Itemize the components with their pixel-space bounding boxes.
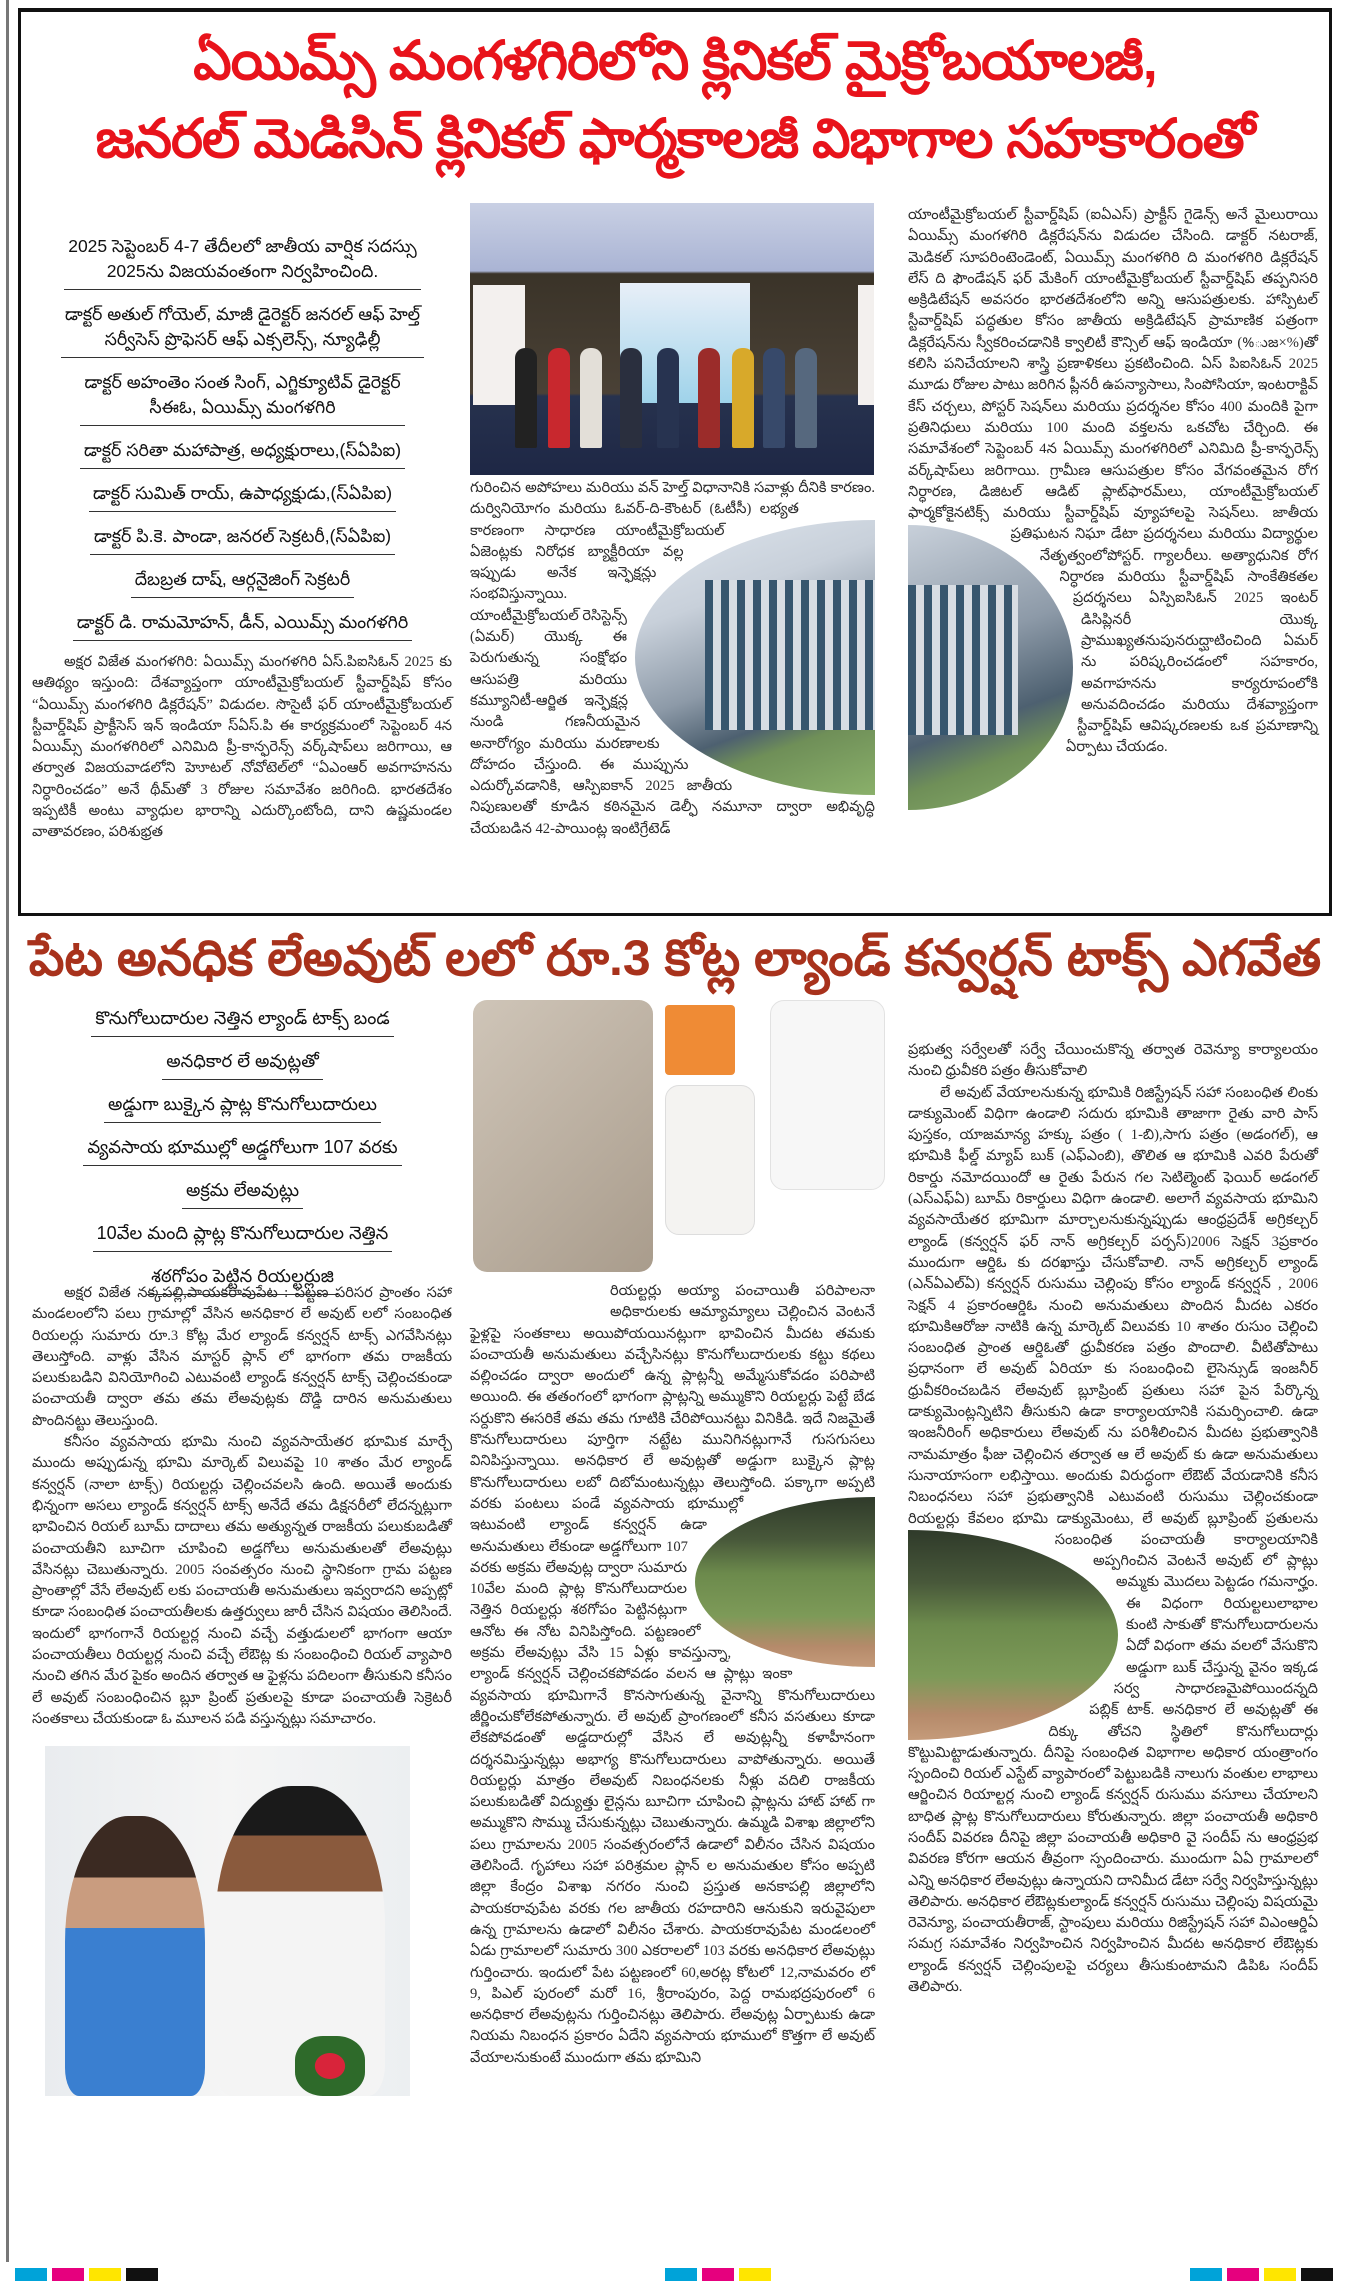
registration-magenta <box>52 2268 84 2281</box>
highlight-text: డాక్టర్ అతుల్ గోయెల్, మాజీ డైరెక్టర్ జనరల్ ఆఫ్ హెల్త్ <box>64 304 421 324</box>
registration-yellow <box>739 2268 771 2281</box>
registration-magenta <box>702 2268 734 2281</box>
highlight-text: 2025 సెప్టెంబర్ 4-7 తేదీలలో జాతీయ వార్షిక సదస్సు <box>68 236 417 256</box>
article1-paragraph: గురించిన అపోహలు మరియు వన్ హెల్త్ విధానానికి సవాళ్లు దీనికి కారణం. దుర్వినియోగం మరియు ఓవర్-ది-కౌంటర్ (ఓటీసీ) లభ్యత కారణంగా సాధారణ యాంటీమైక్రోబయల్ ఏజెంట్లకు నిరోధక బ్యాక్టీరియా వల్ల ఇప్పుడు అనేక ఇన్ఫెక్షన్లు సంభవిస్తున్నాయి. యాంటీమైక్రోబయల్ రెసిస్టెన్స్ (ఏమర్) యొక్క ఈ పెరుగుతున్న సంక్షోభం ఆసుపత్రి మరియు కమ్యూనిటీ-ఆర్జిత ఇన్ఫెక్షన్ల నుండి గణనీయమైన అనారోగ్యం మరియు మరణాలకు దోహదం చేస్తుంది. ఈ ముప్పును ఎదుర్కోవడానికి, ఆస్పిఐకాన్ 2025 జాతీయ నిపుణులతో కూడిన కఠినమైన డెల్ఫీ నమూనా ద్వారా అభివృద్ధి చేయబడిన 42-పాయింట్ల ఇంటిగ్రేటెడ్ <box>470 480 875 837</box>
subhead-line: అక్రమ లేఅవుట్లు <box>182 1178 303 1209</box>
highlight-line: దేబబ్రత దాష్, ఆర్గనైజింగ్ సెక్రటరీ <box>131 567 355 598</box>
article2-paragraph: ప్రభుత్వ సర్వేలతో సర్వే చేయించుకొన్న తర్వాత రెవెన్యూ కార్యాలయం నుంచి ధ్రువీకరి పత్రం తీసుకోవాలి <box>908 1042 1318 1080</box>
article2-headline: పేట అనధిక లేఅవుట్ లలో రూ.3 కోట్ల ల్యాండ్ కన్వర్షన్ టాక్స్ ఎగవేత <box>28 930 1322 986</box>
subhead-line: కొనుగోలుదారుల నెత్తిన ల్యాండ్ టాక్స్ బండ <box>91 1006 393 1037</box>
article1-headline-line2: జనరల్ మెడిసిన్ క్లినికల్ ఫార్మకాలజీ విభాగాల సహకారంతో <box>95 109 1255 169</box>
highlight-line <box>61 302 424 358</box>
article1-paragraph: అక్షర విజేత మంగళగిరి: ఏయిమ్స్ మంగళగిరి ఏస్.పిఐసిఓన్ 2025 కు ఆతిథ్యం ఇస్తుంది: దేశవ్యాప్తంగా యాంటీమైక్రోబయల్ స్టీవార్డ్‌షిప్ కోసం “ఏయిమ్స్ మంగళగిరి డిక్లరేషన్” విడుదల. సొసైటీ ఫర్ యాంటీమైక్రోబయల్ స్టీవార్డ్‌షిప్ ప్రాక్టీసెస్ ఇన్ ఇండియా స్ఏస్.పి ఈ కార్యక్రమంలో సెప్టెంబర్ 4న ఏయిమ్స్ మంగళగిరిలో ఎనిమిది ప్రీ-కాన్ఫరెన్స్ వర్క్‌షాప్‌లు జరిగాయి, ఆ తర్వాత విజయవాడలోని హెూటల్ నోవోటెల్‌లో “ఏఎంఆర్ అవగాహనను నిర్ధారించడం” అనే థీమ్‌తో 3 రోజుల సమావేశం జరిగింది. భారతదేశం ఇప్పటికీ అంటు వ్యాధుల భారాన్ని ఎదుర్కొంటోంది, దాని ఉష్ణమండల వాతావరణం, పరిశుభ్రత <box>32 654 452 841</box>
registration-yellow <box>89 2268 121 2281</box>
registration-black <box>126 2268 158 2281</box>
subhead-line: అనధికార లే అవుట్లతో <box>162 1049 323 1080</box>
person <box>548 348 570 448</box>
subhead-line: శఠగోపం పెట్టిన రియల్టర్లుజి <box>147 1264 338 1295</box>
article1-column3 <box>908 205 1318 810</box>
event-banner <box>858 285 874 405</box>
highlight-line: డాక్టర్ సరితా మహాపాత్ర, అధ్యక్షురాలు,(స్ఏపిఐ) <box>80 438 405 469</box>
person <box>795 348 817 448</box>
person <box>620 348 642 448</box>
subhead-line: 10వేల మంది ప్లాట్ల కొనుగోలుదారుల నెత్తిన <box>93 1221 393 1252</box>
highlight-line <box>64 234 421 290</box>
article1-column2 <box>470 478 875 840</box>
highlight-text: 2025ను విజయవంతంగా నిర్వహించింది. <box>106 261 379 281</box>
document-scan <box>665 1085 755 1235</box>
highlight-text: సర్వీసెస్ ప్రొఫెసర్ ఆఫ్ ఎక్సలెన్స్, న్యూఢిల్లీ <box>104 329 381 349</box>
conference-release-photo <box>470 203 874 475</box>
building-windows <box>908 585 1018 735</box>
document-scan <box>770 1000 885 1190</box>
article2-paragraph: రియల్టర్లు అయ్యా పంచాయితీ పరిపాలనా అధికారులకు ఆమ్యామ్యాలు చెల్లించిన వెంటనే ఫైళ్లపై సంతకాలు అయిపోయయినట్లుగా భావించిన మీదట తమకు పంచాయతీ అనుమతులు వచ్చేసినట్లు కొనుగోలుదారులకు కట్టు కథలు వల్లించడం ద్వారా అందులో ఉన్న ప్లాట్లన్నీ అమ్మేసుకోవడం పరిపాటి అయింది. ఈ తతంగంలో భాగంగా ప్లాట్లన్ని అమ్ముకొని రియల్టర్లు పెట్టే బేడ సర్దుకొని ఈసరికే తమ తమ గూటికి చేరిపోయినట్టు వినికిడి. ఇదే నిజమైతే కొనుగోలుదారులు పూర్తిగా నట్టేట మునిగినట్లుగానే గుసగుసలు వినిపిస్తున్నాయి. అనధికార లే అవుట్లతో అడ్డుగా బుక్కైన ప్లాట్ల కొనుగోలుదారులు లబో దిబోమంటున్నట్లు తెలుస్తోంది. పక్కాగా అప్పటి వరకు పంటలు పండే వ్యవసాయ భూముల్లో ఇటువంటి ల్యాండ్ కన్వర్షన్ ఉడా అనుమతులు లేకుండా అడ్డగోలుగా 107 వరకు అక్రమ లేఅవుట్ల ద్వారా సుమారు 10వేల మంది ప్లాట్ల కొనుగోలుదారుల నెత్తిన రియల్టర్లు శఠగోపం పెట్టినట్లుగా ఆనోట ఈ నోట వినిపిస్తోంది. పట్టణంలో అక్రమ లేఅవుట్లు వేసి 15 ఏళ్లు కావస్తున్నా, ల్యాండ్ కన్వర్షన్ చెల్లించకపోవడం వలన ఆ ప్లాట్లు ఇంకా వ్యవసాయ భూమిగానే కొనసాగుతున్న వైనాన్ని కొనుగోలుదారులు జీర్ణించుకోలేకపోతున్నారు. లే అవుట్ ప్రాంగణంలో కనీస వసతులు కూడా లేకపోవడంతో అడ్డదారుల్లో వేసిన లే అవుట్లన్నీ కళాహీనంగా దర్శనమిస్తున్నట్లు అభాగ్య కొనుగోలుదారులు వాపోతున్నారు. అయితే రియల్టర్లు మాత్రం లేఅవుట్ నిబంధనలకు నీళ్లు వదిలి రాజకీయ పలుకుబడితో విద్యుత్తు లైన్లను బూచిగా చూపించి ప్లాట్లను హాట్ హాట్ గా అమ్ముకొని సొమ్ము చేసుకున్నట్లు చెబుతున్నారు. ఉమ్మడి విశాఖ జిల్లాలోని పలు గ్రామాలను 2005 సంవత్సరంలోనే ఉడాలో విలీనం చేసిన విషయం తెలిసిందే. గృహాలు సహా పరిశ్రమల ప్లాన్ ల అనుమతుల కోసం అప్పటి జిల్లా కేంద్రం విశాఖ నగరం నుంచి ప్రస్తుత అనకాపల్లి జిల్లాలోని పాయకరావుపేట వరకు గల జాతీయ రహదారిని ఆనుకుని ఇరువైపులా ఉన్న గ్రామాలను ఉడాలో విలీనం చేశారు. పాయకరావుపేట మండలంలో ఏడు గ్రామాలలో సుమారు 300 ఎకరాలలో 103 వరకు అనధికార లేఅవుట్లు గుర్తించారు. ఇందులో పేట పట్టణంలో 60,అరట్ల కోటలో 12,నామవరం లో 9, పిఎల్ పురంలో మరో 16, శ్రీరాంపురం, పెద్ద రామభద్రపురంలో 6 అనధికార లేఅవుట్లను గుర్తించినట్లు తెలిపారు. లేఅవుట్ల ఏర్పాటుకు ఉడా నియమ నిబంధన ప్రకారం ఏదేని వ్యవసాయ భూములో కొత్తగా లే అవుట్ వేయాలనుకుంటే ముందుగా తమ భూమిని <box>470 1283 875 2066</box>
flower-plant <box>295 2036 365 2096</box>
person <box>580 348 602 448</box>
registration-cyan <box>15 2268 47 2281</box>
article2-paragraph: లే అవుట్ వేయాలనుకున్న భూమికి రిజిస్ట్రేషన్ సహా సంబంధిత లింకు డాక్యుమెంట్ విధిగా ఉండాలి సదురు భూమికి తాజాగా రైతు వారి పాస్ పుస్తకం, యాజమాన్య హక్కు పత్రం ( 1-బి),సాగు పత్రం (అడంగల్), ఆ భూమికి ఫీల్డ్ మ్యాప్ బుక్ (ఎఫ్ఎంబి), తొలిత ఆ భూమికి ఎవరి పేరుతో రికార్డు నమోదయిందో ఆ రైతు పేరున గల సెటిల్మెంట్ ఫెయిర్ అడంగల్ (ఎస్ఎఫ్ఏ) బూమ్ రికార్డులు విధిగా ఉండాలి. అలాగే వ్యవసాయ భూమిని వ్యవసాయేతర భూమిగా మార్చాలనుకున్నప్పుడు ఆంధ్రప్రదేశ్ అగ్రికల్చర్ ల్యాండ్ (కన్వర్షన్ ఫర్ నాన్ అగ్రికల్చర్ పర్పస్)2006 సెక్షన్ 3ప్రకారం ముందుగా ఆర్డిఓ కు దరఖాస్తు చేసుకోవాలి. నాన్ అగ్రికల్చర్ ల్యాండ్ (ఎన్ఏఎల్ఏ) కన్వర్షన్ రుసుము చెల్లింపు కోసం ల్యాండ్ కన్వర్షన్ , 2006 సెక్షన్ 4 ప్రకారంఆర్డిఓ నుంచి అనుమతులు పొందిన మీదట ఎకరం భూమికిఆరోజు నాటికి ఉన్న మార్కెట్ విలువకు 10 శాతం రుసుం చెల్లించి సంబంధిత ప్రాంత ఆర్డిఓతో ధ్రువీకరణ పత్రం పొందాలి. వీటితోపాటు ప్రధానంగా లే అవుట్ ఏరియా కు సంబంధించి లైసెన్సుడ్ ఇంజనీర్ ధ్రువీకరించబడిన లేఅవుట్ బ్లూప్రింట్ ప్రతులు సహా పైన పేర్కొన్న డాక్యుమెంట్లన్నిటిని తీసుకుని ఉడా కార్యాలయానికి సమర్పించాలి. ఉడా ఇంజనీరింగ్ అధికారులు లేఅవుట్ ను పరిశీలించిన మీదట ప్రభుత్వానికి నామమాత్రం ఫీజు చెల్లించిన తర్వాత ఆ లే అవుట్ కు ఉడా అనుమతులు సునాయాసంగా లభిస్తాయి. అందుకు విరుద్ధంగా లేఔట్ వేయడానికి కనీస నిబంధనలు సహా ప్రభుత్వానికి ఎటువంటి రుసుము చెల్లించకుండా రియల్టర్లు కేవలం భూమి డాక్యుమెంటు, లే అవుట్ బ్లూప్రింట్ ప్రతులను సంబంధిత పంచాయతీ కార్యాలయానికి అప్పగించిన వెంటనే అవుట్ లో ప్లాట్లు అమ్మకు మొదలు పెట్టడం గమనార్హం. ఈ విధంగా రియల్టలులాభాల కుంటి సాకుతో కొనుగోలుదారులను ఏదో విధంగా తమ వలలో వేసుకొని అడ్డుగా బుక్ చేస్తున్న వైనం ఇక్కడ సర్వ సాధారణమైపోయిందన్నది పబ్లిక్ టాక్. అనధికార లే అవుట్లతో ఈ దిక్కు తోచని స్థితిలో కొనుగోలుదార్లు కొట్టుమిట్టాడుతున్నారు. దీనిపై సంబంధిత విభాగాల అధికార యంత్రాంగం స్పందించి రియల్ ఎస్టేట్ వ్యాపారంలో పెట్టుబడికి నాలుగు వంతుల లాభాలు ఆర్జించిన రియాల్టర్ల నుంచి ల్యాండ్ కన్వర్షన్ రుసుము వసూలు చేయాలని బాధిత ప్లాట్ల కొనుగోలుదారులు కోరుతున్నారు. జిల్లా పంచాయతీ అధికారి సందీప్ వివరణ దీనిపై జిల్లా పంచాయతీ అధికారి వై సందీప్ ను ఆంధ్రప్రభ వివరణ కోరగా ఆయన తీవ్రంగా స్పందించారు. ముందుగా ఏఏ గ్రామాలలో ఎన్ని అనధికార లేఅవుట్లు ఉన్నాయని దానిమీద డేటా సర్వే నిర్వహిస్తున్నట్లు తెలిపారు. అనధికార లేఔట్లకుల్యాండ్ కన్వర్షన్ రుసుము చెల్లింపు విషయమై రెవెన్యూ, పంచాయతీరాజ్, స్టాంపులు మరియు రిజిస్ట్రేషన్ సహా విఎంఆర్డిఏ సమగ్ర సమావేశం నిర్వహించిన నిర్వహించిన మీదట అనధికార లేఔట్లకు ల్యాండ్ కన్వర్షన్ చెల్లింపులపై చర్యలు తీసుకుంటామని డిపిఓ సందీప్ తెలిపారు. <box>908 1084 1318 1996</box>
wrap-spacer <box>470 1281 610 1303</box>
article2-paragraph: అక్షర విజేత నక్కపల్లి,పాయకరావుపేట : పట్టణ పరిసర ప్రాంతం సహా మండలంలోని పలు గ్రామాల్లో వేసిన అనధికార లే అవుట్ లలో సంబంధిత రియలర్లు సుమారు రూ.3 కోట్ల మేర ల్యాండ్ కన్వర్షన్ టాక్స్ ఎగవేసినట్లు తెలుస్తోంది. వాళ్లు వేసిన మాస్టర్ ప్లాన్ లో భాగంగా తమ రాజకీయ పలుకుబడిని వినియోగించి ఎటువంటి ల్యాండ్ కన్వర్షన్ టాక్స్ చెల్లించకుండా పంచాయతీ ద్వారా తమ తమ లేఅవుట్లకు దొడ్డి దారిన అనుమతులు పొందినట్టు తెలుస్తుంది. <box>32 1285 452 1429</box>
person <box>657 348 679 448</box>
registration-cyan <box>1190 2268 1222 2281</box>
subhead-line: వ్యవసాయ భూముల్లో అడ్డగోలుగా 107 వరకు <box>83 1135 401 1166</box>
registration-cyan <box>665 2268 697 2281</box>
article1-highlights <box>30 228 455 647</box>
person <box>515 348 537 448</box>
person <box>732 348 754 448</box>
land-documents-photos <box>470 1000 890 1272</box>
subhead-line: అడ్డుగా బుక్కైన ప్లాట్ల కొనుగోలుదారులు <box>104 1092 381 1123</box>
registration-black <box>1301 2268 1333 2281</box>
document-scan <box>665 1005 735 1075</box>
article1-paragraph: యాంటీమైక్రోబయల్ స్టీవార్డ్‌షిప్ (ఐఏఎస్) ప్రాక్టీస్ గైడెన్స్ అనే మైలురాయి ఏయిమ్స్ మంగళగిరి డిక్లరేషన్‌ను విడుదల చేసింది. డాక్టర్ నటరాజ్, మెడికల్ సూపరింటెండెంట్, ఏయిమ్స్ మంగళగిరి ది మంగళగిరి డిక్లరేషన్ లేస్ ది ఫౌండేషన్ ఫర్ మేకింగ్ యాంటీమైక్రోబయల్ స్టీవార్డ్‌షిప్ తప్పనిసరి అక్రిడిటేషన్ అవసరం భారతదేశంలోని అన్ని ఆసుపత్రులకు. హాస్పిటల్ స్టీవార్డ్‌షిప్ పద్ధతుల కోసం జాతీయ అక్రిడిటేషన్ ప్రామాణిక పత్రంగా డిక్లరేషన్‌ను స్వీకరించడానికి క్వాలిటీ కౌన్సిల్ ఆఫ్ ఇండియా (%ుజ×%)తో కలిసి పనిచేయాలని శాస్త్రి ప్రణాళికలు ప్రకటించింది. ఏస్ పిఐసిఓన్ 2025 మూడు రోజుల పాటు జరిగిన ప్లీనరీ ఉపన్యాసాలు, సింపోసియా, ఇంటరాక్టివ్ కేస్ చర్చలు, పోస్టర్ సెషన్‌లు మరియు ప్రదర్శనల కోసం 400 మందికి పైగా ప్రతినిధులు మరియు 100 మంది వక్తలను ఒకచోట చేర్చింది. ఈ సమావేశంలో సెప్టెంబర్ 4న ఏయిమ్స్ మంగళగిరిలో ఎనిమిది ప్రీ-కాన్ఫరెన్స్ వర్క్‌షాప్‌లు జరిగాయి. గ్రామీణ ఆసుపత్రుల కోసం వేగవంతమైన రోగ నిర్ధారణ, డిజిటల్ ఆడిట్ ప్లాట్‌ఫారమ్‌లు, యాంటీమైక్రోబయల్ ఫార్మకోకైనటిక్స్ మరియు స్టీవార్డ్‌షిప్ వ్యూహాలపై సెషన్‌లు. జాతీయ ప్రతిఘటన నిఘా డేటా ప్రదర్శనలు మరియు విద్యార్థుల నేతృత్వంలోపోస్టర్. గ్యాలరీలు. అత్యాధునిక రోగ నిర్ధారణ మరియు స్టీవార్డ్‌షిప్ సాంకేతికతల ప్రదర్శనలు ఏస్పిఐసిఓన్ 2025 ఇంటర్ డిసిప్లినరీ యొక్క ప్రాముఖ్యతనుపునరుద్ఘాటించింది ఏమర్ ను పరిష్కరించడంలో సహకారం, అవగాహనను కార్యరూపంలోకి అనువదించడం మరియు దేశవ్యాప్తంగా స్టీవార్డ్‌షిప్ ఆవిష్కరణలకు ఒక ప్రమాణాన్ని ఏర్పాటు చేయడం. <box>908 207 1318 756</box>
woman-figure <box>65 1816 205 2096</box>
highlight-line <box>80 370 404 426</box>
portrait-photo <box>45 1746 410 2096</box>
page-edge-rule <box>6 0 9 2262</box>
document-scan <box>473 1000 653 1272</box>
registration-magenta <box>1227 2268 1259 2281</box>
registration-yellow <box>1264 2268 1296 2281</box>
article1-headline-line1: ఏయిమ్స్ మంగళగిరిలోని క్లినికల్ మైక్రోబయాలజీ, <box>193 31 1157 91</box>
highlight-line: డాక్టర్ సుమిత్ రాయ్, ఉపాధ్యక్షుడు,(స్ఏపిఐ) <box>89 481 396 512</box>
highlight-line: డాక్టర్ పి.కె. పాండా, జనరల్ సెక్రటరీ,(స్ఏపిఐ) <box>90 524 395 555</box>
article1-column1 <box>32 652 452 844</box>
article2-paragraph: కనీసం వ్యవసాయ భూమి నుంచి వ్యవసాయేతర భూమిక మార్చే ముందు అప్పుడున్న భూమి మార్కెట్ విలువపై 10 శాతం మేర ల్యాండ్ కన్వర్షన్ (నాలా టాక్స్) రియల్టర్లు చెల్లించవలసి ఉంది. అయితే అందుకు భిన్నంగా అసలు ల్యాండ్ కన్వర్షన్ టాక్స్ అనేదే తమ డిక్షనరీలో లేదన్నట్లుగా భావించిన రియల్ బూమ్ దాదాలు తమ అత్యున్నత రాజకీయ పలుకుబడితో పంచాయతీని బూచిగా చూపించి అడ్డగోలు అనుమతులతో లేఅవుట్లు వేసినట్లు చెబుతున్నారు. 2005 సంవత్సరం నుంచి స్థానికంగా గ్రామ పట్టణ ప్రాంతాల్లో వేసే లేఅవుట్ లకు పంచాయతీ అనుమతులు ఇవ్వరాదని అప్పట్లో కూడా సంబంధిత పంచాయతీలకు ఉత్తర్వులు జారీ చేసిన విషయం తెలిసిందే. ఇందులో భాగంగానే రియల్టర్ల నుంచి వచ్చే వత్తుడులలో భాగంగా ఆయా పంచాయతీలు రియల్టర్ల నుంచి వచ్చే లేఔట్ల కు సంబంధించి రియల్ వ్యాపారి నుంచి తగిన మేర పైకం అందిన తర్వాత ఆ ఫైళ్లను పదిలంగా తీసుకుని కనీసం లే అవుట్ సంబంధించిన బ్లూ ప్రింట్ ప్రతులపై కూడా పంచాయతీ సెక్రెటరీ సంతకాలు చేయకుండా ఓ మూలన పడి వస్తున్నట్లు సమాచారం. <box>32 1434 452 1727</box>
article2-column1 <box>32 1283 452 2096</box>
highlight-line: డాక్టర్ డి. రామమోహన్, డీన్, ఎయిమ్స్ మంగళగిరి <box>73 610 413 641</box>
highlight-text: డాక్టర్ అహంతెం సంత సింగ్, ఎగ్జిక్యూటివ్ డైరెక్టర్ <box>84 372 401 392</box>
building-windows <box>705 580 875 730</box>
person <box>698 348 720 448</box>
highlight-text: సీఈఓ, ఏయిమ్స్ మంగళగిరి <box>149 397 336 417</box>
person <box>763 348 785 448</box>
article2-column2 <box>470 1281 875 2069</box>
article2-subheads <box>30 1000 455 1301</box>
article2-column3 <box>908 1040 1318 1998</box>
